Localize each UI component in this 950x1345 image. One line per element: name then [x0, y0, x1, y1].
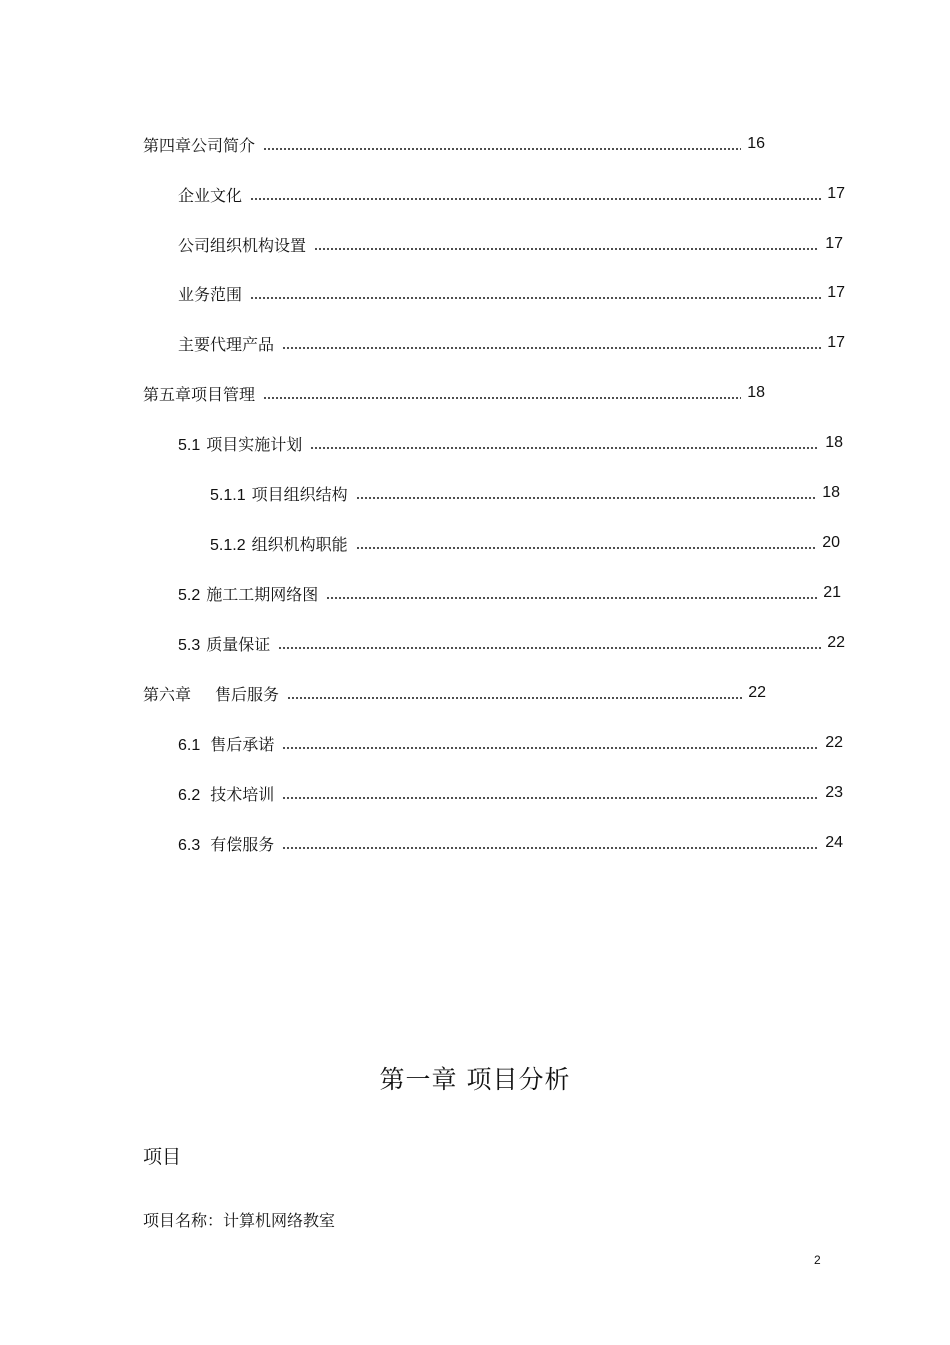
toc-entry-title: 主要代理产品 [178, 334, 275, 354]
toc-dot-leader [326, 597, 817, 599]
toc-page-number: 22 [825, 734, 843, 751]
toc-entry-corporate-culture[interactable] [178, 182, 845, 206]
toc-page-number: 18 [825, 434, 843, 451]
toc-entry-number: 6.2 [178, 786, 201, 804]
toc-entry-text: 质量保证 [206, 634, 271, 654]
toc-page-number: 16 [747, 135, 765, 152]
project-name: 项目名称：计算机网络教室 [143, 1211, 336, 1230]
toc-entry-number: 第六章 [143, 684, 192, 704]
toc-entry-title [210, 482, 348, 505]
toc-entry-text: 售后承诺 [210, 734, 275, 754]
toc-entry-title [210, 532, 348, 555]
toc-entry-main-products[interactable] [178, 331, 845, 355]
toc-entry-title: 第四章公司简介 [143, 135, 256, 155]
toc-page-number: 17 [827, 185, 845, 202]
toc-entry-text: 技术培训 [210, 784, 275, 804]
toc-entry-text: 售后服务 [215, 684, 280, 704]
toc-entry-number: 6.1 [178, 736, 201, 754]
toc-entry-text: 项目组织结构 [251, 484, 348, 504]
toc-entry-title [143, 682, 279, 705]
toc-dot-leader [356, 497, 817, 499]
toc-entry-business-scope[interactable] [178, 281, 845, 305]
toc-entry-chapter-6[interactable] [143, 681, 766, 705]
toc-page-number: 23 [825, 784, 843, 801]
toc-entry-chapter-5[interactable] [143, 381, 765, 405]
toc-entry-title: 业务范围 [178, 284, 243, 304]
toc-entry-number: 5.1.1 [210, 486, 246, 504]
toc-entry-number: 5.3 [178, 636, 201, 654]
toc-dot-leader [263, 397, 741, 399]
toc-entry-title [178, 582, 318, 605]
toc-entry-5-1-2[interactable] [210, 531, 840, 555]
toc-page-number: 18 [822, 484, 840, 501]
toc-entry-text: 组织机构职能 [251, 534, 348, 554]
toc-entry-title: 公司组织机构设置 [178, 235, 307, 255]
toc-page-number: 24 [825, 834, 843, 851]
toc-entry-title [178, 832, 274, 855]
toc-dot-leader [282, 847, 819, 849]
toc-dot-leader [314, 248, 819, 250]
toc-entry-title [178, 732, 274, 755]
toc-dot-leader [250, 297, 821, 299]
toc-page-number: 20 [822, 534, 840, 551]
toc-page-number: 18 [747, 384, 765, 401]
toc-entry-5-3[interactable] [178, 631, 845, 655]
toc-entry-chapter-4[interactable] [143, 132, 765, 156]
toc-dot-leader [263, 148, 741, 150]
toc-entry-6-1[interactable] [178, 731, 843, 755]
toc-page-number: 17 [827, 334, 845, 351]
toc-dot-leader [287, 697, 742, 699]
toc-page-number: 22 [748, 684, 766, 701]
toc-entry-number: 5.1 [178, 436, 201, 454]
toc-entry-number: 5.2 [178, 586, 201, 604]
toc-entry-number: 6.3 [178, 836, 201, 854]
toc-page-number: 22 [827, 634, 845, 651]
section-heading: 项目 [143, 1146, 182, 1168]
toc-entry-5-2[interactable] [178, 581, 841, 605]
toc-entry-5-1[interactable] [178, 431, 843, 455]
toc-dot-leader [282, 797, 819, 799]
toc-dot-leader [310, 447, 819, 449]
toc-entry-title [178, 782, 274, 805]
toc-dot-leader [282, 347, 821, 349]
toc-entry-text: 项目实施计划 [206, 434, 303, 454]
toc-entry-text: 有偿服务 [210, 834, 275, 854]
toc-entry-5-1-1[interactable] [210, 481, 840, 505]
page-number: 2 [814, 1253, 821, 1267]
toc-entry-number: 5.1.2 [210, 536, 246, 554]
chapter-title: 第一章 项目分析 [379, 1065, 571, 1094]
toc-dot-leader [282, 747, 819, 749]
toc-dot-leader [250, 198, 821, 200]
toc-entry-title: 第五章项目管理 [143, 384, 256, 404]
toc-entry-title [178, 632, 270, 655]
toc-page-number: 17 [827, 284, 845, 301]
toc-dot-leader [278, 647, 821, 649]
toc-entry-text: 施工工期网络图 [206, 584, 319, 604]
toc-entry-6-2[interactable] [178, 781, 843, 805]
toc-page-number: 21 [823, 584, 841, 601]
toc-page-number: 17 [825, 235, 843, 252]
toc-entry-title: 企业文化 [178, 185, 243, 205]
toc-dot-leader [356, 547, 817, 549]
toc-entry-title [178, 432, 302, 455]
toc-entry-org-structure[interactable] [178, 232, 843, 256]
toc-entry-6-3[interactable] [178, 831, 843, 855]
